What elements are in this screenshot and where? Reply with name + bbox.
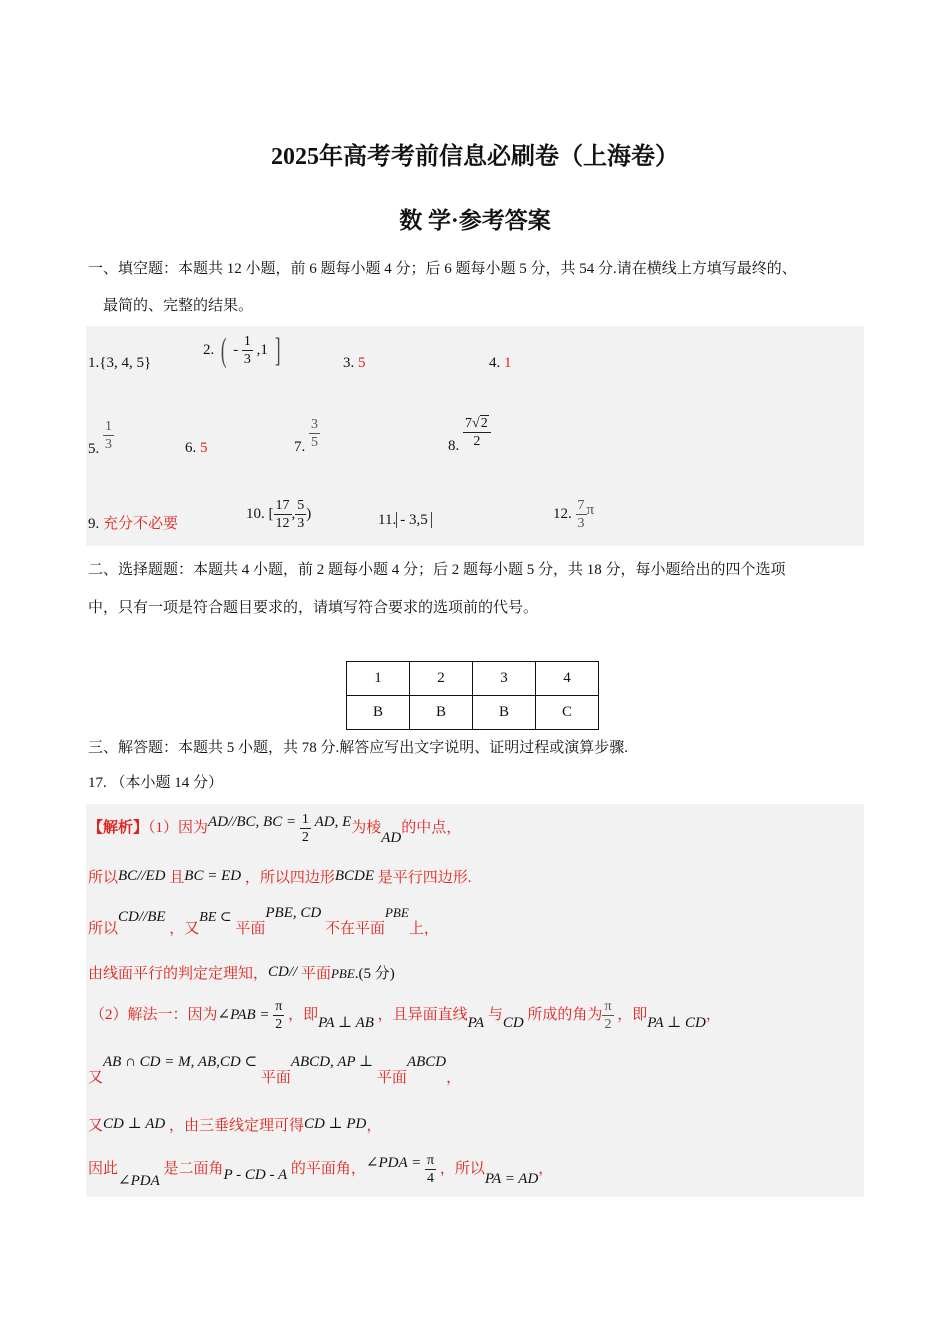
- solution-line-8: 因此∠PDA 是二面角P - CD - A 的平面角，∠PDA = $\frac{\pi}{4}$ ，所以PA = AD，: [88, 1153, 554, 1189]
- solution-line-4: 由线面平行的判定定理知，CD// 平面PBE.(5 分): [88, 964, 395, 982]
- solution-line-7: 又CD ⊥ AD ，由三垂线定理可得CD ⊥ PD，: [88, 1116, 382, 1134]
- table-cell: C: [536, 696, 599, 730]
- table-cell: B: [410, 696, 473, 730]
- table-cell: 2: [410, 662, 473, 696]
- answer-5: 5. $\frac{1}{3}$: [88, 419, 112, 457]
- answer-1: 1.{3, 4, 5}: [88, 355, 152, 371]
- answer-2: 2. ( - $\frac{1}{3}$ ,1 ]: [203, 331, 281, 369]
- section2-intro-line1: 二、选择题题：本题共 4 小题，前 2 题每小题 4 分；后 2 题每小题 5 分，共 18 分，每小题给出的四个选项: [88, 562, 786, 578]
- solution-line-2: 所以BC//ED 且BC = ED ，所以四边形BCDE 是平行四边形.: [88, 868, 472, 886]
- table-cell: 3: [473, 662, 536, 696]
- question-17-label: 17. （本小题 14 分）: [88, 775, 224, 791]
- solution-line-3: 所以CD//BE ，又BE ⊂ 平面PBE, CD 不在平面PBE上，: [88, 905, 439, 937]
- table-header-row: [347, 662, 599, 696]
- solution-line-5: （2）解法一：因为∠PAB = $\frac{\pi}{2}$ ，即PA ⊥ AB ，且异面直线PA 与CD 所成的角为 $\frac{\pi}{2}$ ，即PA ⊥ CD，: [90, 999, 721, 1032]
- answer-11: 11. - 3,5: [378, 512, 432, 529]
- answer-7: 7. $\frac{3}{5}$: [294, 417, 318, 455]
- table-row: [347, 696, 599, 730]
- answer-10: 10. [ $\frac{17}{12}$ , $\frac{5}{3}$ ): [246, 498, 312, 531]
- answer-8: 8. $\frac{7√2}{2}$: [448, 415, 491, 455]
- page-title: 2025年高考考前信息必刷卷（上海卷）: [271, 144, 679, 170]
- section1-intro-line2: 最简的、完整的结果。: [103, 298, 254, 314]
- section3-intro: 三、解答题：本题共 5 小题，共 78 分.解答应写出文字说明、证明过程或演算步骤.: [88, 740, 629, 756]
- solution-line-6: 又AB ∩ CD = M, AB,CD ⊂ 平面ABCD, AP ⊥ 平面ABCD，: [88, 1054, 462, 1086]
- table-cell: 4: [536, 662, 599, 696]
- section2-intro-line2: 中，只有一项是符合题目要求的，请填写符合要求的选项前的代号。: [88, 600, 539, 616]
- choice-answer-table: [346, 661, 599, 730]
- table-cell: 1: [347, 662, 410, 696]
- answer-4: 4. 1: [489, 355, 512, 371]
- table-cell: B: [473, 696, 536, 730]
- answer-3: 3. 5: [343, 355, 366, 371]
- answer-6: 6. 5: [185, 440, 208, 456]
- section1-intro-line1: 一、填空题：本题共 12 小题，前 6 题每小题 4 分；后 6 题每小题 5 分，共 54 分.请在横线上方填写最终的、: [88, 261, 797, 277]
- solution-line-1: 【解析】（1）因为AD//BC, BC = $\frac{1}{2}$ AD, E为棱AD的中点，: [88, 812, 462, 846]
- answer-9: 9. 充分不必要: [88, 516, 179, 532]
- page-subtitle: 数 学·参考答案: [399, 208, 551, 233]
- table-cell: B: [347, 696, 410, 730]
- answer-12: 12. $\frac{7}{3}$ π: [553, 498, 595, 531]
